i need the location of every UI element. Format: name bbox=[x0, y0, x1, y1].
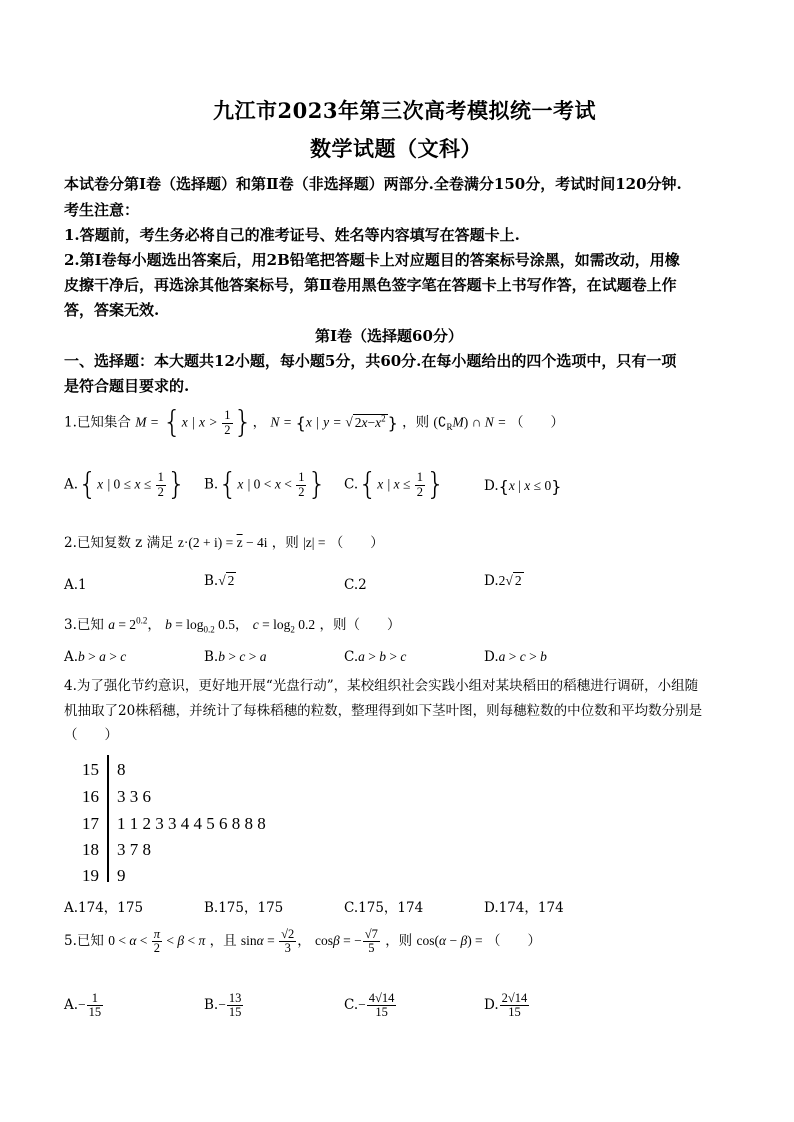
question-1-then: ，则 bbox=[402, 414, 430, 431]
notice-heading: 考生注意： bbox=[64, 201, 140, 219]
stem-leaf-row-leaves: 3 3 6 bbox=[117, 787, 151, 806]
stem-leaf-divider bbox=[107, 755, 109, 882]
notice-intro: 本试卷分第Ⅰ卷（选择题）和第Ⅱ卷（非选择题）两部分.全卷满分150分，考试时间120分钟. bbox=[64, 175, 682, 193]
question-2-stem: 2.已知复数 z 满足 $z\cdot(2 + i) = \overline{z} - 4i$ ，则 |z| = （ ） bbox=[64, 535, 384, 551]
question-1-prefix: 1.已知集合 bbox=[64, 414, 131, 431]
question-4-option-d: D.174，174 bbox=[484, 900, 564, 916]
question-1-stem: 1.已知集合 M = {x | x > $\frac{1}{2}$ }， N = {x | y = √ $2x-x^2$ } ，则 $(∁_RM)$ ∩ N = （ ） bbox=[64, 405, 565, 440]
stem-leaf-row-leaves: 1 1 2 3 3 4 4 5 6 8 8 8 bbox=[117, 814, 266, 833]
notice-item-2-line-1: 2.第Ⅰ卷每小题选出答案后，用2B铅笔把答题卡上对应题目的答案标号涂黑，如需改动，用橡 bbox=[64, 251, 680, 269]
question-3-option-c: C.a > b > c bbox=[344, 649, 407, 665]
section-title: 第Ⅰ卷（选择题60分） bbox=[315, 327, 463, 345]
question-3-option-a: A.b > a > c bbox=[64, 649, 127, 665]
question-4-option-a: A.174，175 bbox=[64, 900, 144, 916]
question-4-option-b: B.175，175 bbox=[204, 900, 284, 916]
question-4-option-c: C.175，174 bbox=[344, 900, 424, 916]
stem-leaf-row-stem: 18 bbox=[82, 840, 99, 859]
section-instruction-line-1: 一、选择题：本大题共12小题，每小题5分，共60分.在每小题给出的四个选项中，只有一项 bbox=[64, 352, 677, 370]
question-4-line-1: 4.为了强化节约意识，更好地开展“光盘行动”，某校组织社会实践小组对某块稻田的稻穗进行调研，小组随 bbox=[64, 678, 699, 694]
stem-leaf-row-stem: 15 bbox=[82, 760, 99, 779]
question-2-option-c: C.2 bbox=[344, 577, 367, 593]
question-4-line-2: 机抽取了20株稻穗，并统计了每株稻穗的粒数，整理得到如下茎叶图，则每穗粒数的中位数和平均数分别是 bbox=[64, 703, 703, 719]
notice-item-2-line-3: 答，答案无效. bbox=[64, 301, 160, 319]
question-5-option-b: B.− $\frac{13}{15}$ bbox=[204, 991, 242, 1020]
question-3-option-d: D.a > c > b bbox=[484, 649, 547, 665]
question-1-option-b: B.{x | 0 < x < $\frac{1}{2}$ } bbox=[204, 467, 327, 502]
section-instruction-line-2: 是符合题目要求的. bbox=[64, 377, 190, 395]
question-1-set-n: N bbox=[270, 414, 280, 430]
stem-leaf-row-leaves: 9 bbox=[117, 866, 126, 885]
question-2-option-b: B.√ 2 bbox=[204, 573, 235, 589]
notice-item-2-line-2: 皮擦干净后，再选涂其他答案标号，第Ⅱ卷用黑色签字笔在答题卡上书写作答，在试题卷上作 bbox=[64, 276, 677, 294]
exam-title: 九江市2023年第三次高考模拟统一考试 bbox=[213, 98, 596, 123]
notice-item-1: 1.答题前，考生务必将自己的准考证号、姓名等内容填写在答题卡上. bbox=[64, 226, 520, 244]
question-1-option-d: D.{x | x ≤ 0} bbox=[484, 477, 562, 496]
question-1-set-m: M bbox=[135, 414, 147, 430]
question-3-option-b: B.b > c > a bbox=[204, 649, 267, 665]
question-2-option-a: A.1 bbox=[64, 577, 87, 593]
stem-leaf-row-stem: 16 bbox=[82, 787, 99, 806]
question-5-option-c: C.− $\frac{4√14}{15}$ bbox=[344, 991, 395, 1020]
question-1-option-a: A.{x | 0 ≤ x ≤ $\frac{1}{2}$ } bbox=[64, 467, 186, 502]
stem-leaf-row-leaves: 8 bbox=[117, 760, 126, 779]
question-4-blank: （ ） bbox=[64, 727, 118, 743]
question-1-option-c: C.{x | x ≤ $\frac{1}{2}$ } bbox=[344, 467, 446, 502]
question-5-option-a: A.− $\frac{1}{15}$ bbox=[64, 991, 102, 1020]
exam-subtitle: 数学试题（文科） bbox=[310, 136, 482, 161]
question-5-stem: 5.已知 0 < α < $\frac{\pi}{2}$ < β < π ，且 sinα = $\frac{√2}{3}$ ， cosβ = − $\frac{√7}{5}$ ，则 cos(α − β) = （ ） bbox=[64, 927, 541, 956]
question-2-option-d: D.2√ 2 bbox=[484, 573, 522, 589]
question-1-blank: （ ） bbox=[510, 414, 565, 431]
stem-leaf-row-leaves: 3 7 8 bbox=[117, 840, 151, 859]
stem-leaf-row-stem: 19 bbox=[82, 866, 99, 885]
question-5-option-d: D. $\frac{2√14}{15}$ bbox=[484, 991, 528, 1020]
stem-leaf-row-stem: 17 bbox=[82, 814, 99, 833]
question-3-stem: 3.已知 $a = 2^{0.2}$， $b = \log_{0.2} 0.5$， $c = \log_2 0.2$ ，则（ ） bbox=[64, 615, 401, 635]
